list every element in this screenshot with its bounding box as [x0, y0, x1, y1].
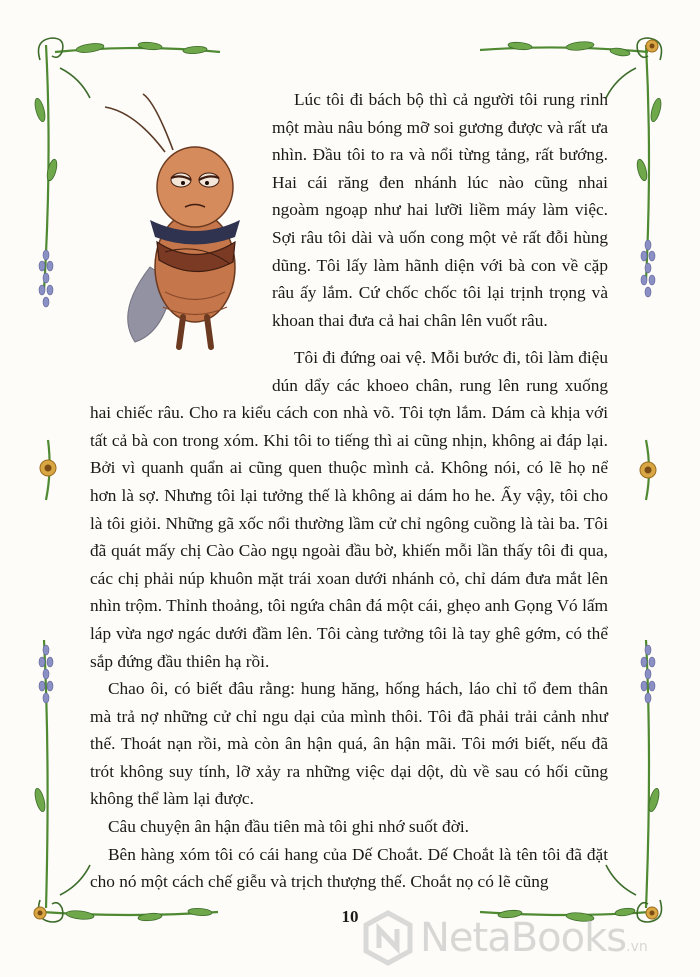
vine-left-bottom: [44, 640, 48, 908]
lavender-right-bottom: [641, 645, 655, 703]
watermark: [362, 903, 692, 973]
vine-right-bottom: [646, 640, 649, 908]
paragraph-block-2: [90, 344, 608, 675]
lavender-left-top: [39, 250, 53, 307]
paragraph-block-1: [272, 86, 608, 334]
paragraph-block-3: [90, 675, 608, 896]
lavender-left-bottom: [39, 645, 53, 703]
paragraph: Chao ôi, có biết đâu rằng: hung hăng, hống hách, láo chỉ tổ đem thân mà trả nợ những cử chỉ ngu dại của mình thôi. Tôi đã phải trải cảnh như thế. Thoát nạn rồi, mà còn ân hận quá, ân hận mãi. Tôi mới biết, nếu đã trót không suy tính, lỡ xảy ra những việc dại dột, dù về sau có hối cũng không thể làm lại được.: [90, 679, 608, 809]
paragraph: Bên hàng xóm tôi có cái hang của Dế Choắt. Dế Choắt là tên tôi đã đặt cho nó một cách chế giễu và trịch thượng thế. Choắt nọ có lẽ cũng: [90, 844, 608, 892]
netabooks-logo-icon: [362, 910, 414, 966]
illustration-wrap-spacer: [90, 344, 272, 399]
flower-icon: [640, 462, 656, 478]
paragraph: Lúc tôi đi bách bộ thì cả người tôi rung rinh một màu nâu bóng mỡ soi gương được và rất ưa nhìn. Đầu tôi to ra và nổi từng tảng, rất bướng. Hai cái răng đen nhánh lúc nào cũng nhai ngoàm ngoạp như hai lưỡi liềm máy làm việc. Sợi râu tôi dài và uốn cong một vẻ rất đỗi hùng dũng. Tôi lấy làm hãnh diện với bà con về cặp râu ấy lắm. Cứ chốc chốc tôi lại trịnh trọng và khoan thai đưa cả hai chân lên vuốt râu.: [272, 90, 608, 330]
cricket-illustration: [95, 92, 270, 352]
paragraph: Tôi đi đứng oai vệ. Mỗi bước đi, tôi làm điệu dún dẩy các khoeo chân, rung lên rung xuống hai chiếc râu. Cho ra kiểu cách con nhà võ. Tôi tợn lắm. Dám cà khịa với tất cả bà con trong xóm. Khi tôi to tiếng thì ai cũng nhịn, không ai đáp lại. Bởi vì quanh quẩn ai cũng quen thuộc mình cả. Không nói, có lẽ họ nể hơn là sợ. Nhưng tôi lại tưởng thế là không ai dám ho he. Ấy vậy, tôi cho là tôi giỏi. Những gã xốc nổi thường lầm cử chỉ ngông cuồng là tài ba. Tôi đã quát mấy chị Cào Cào ngụ ngoài đầu bờ, khiến mỗi lần thấy tôi đi qua, các chị phải núp khuôn mặt trái xoan dưới nhánh cỏ, chỉ dám đưa mắt lên nhìn trộm. Thỉnh thoảng, tôi ngứa chân đá một cái, ghẹo anh Gọng Vó lấm láp vừa ngơ ngác dưới đầm lên. Tôi càng tưởng tôi là tay ghê gớm, có thể sắp đứng đầu thiên hạ rồi.: [90, 348, 608, 671]
lavender-right-top: [641, 240, 655, 297]
flower-icon: [646, 40, 658, 52]
page-number: 10: [341, 907, 359, 926]
tendril-tl: [39, 38, 63, 60]
flower-icon: [40, 460, 56, 476]
paragraph: Câu chuyện ân hận đầu tiên mà tôi ghi nhớ suốt đời.: [108, 816, 469, 836]
watermark-text: NetaBooks.vn: [420, 915, 648, 961]
